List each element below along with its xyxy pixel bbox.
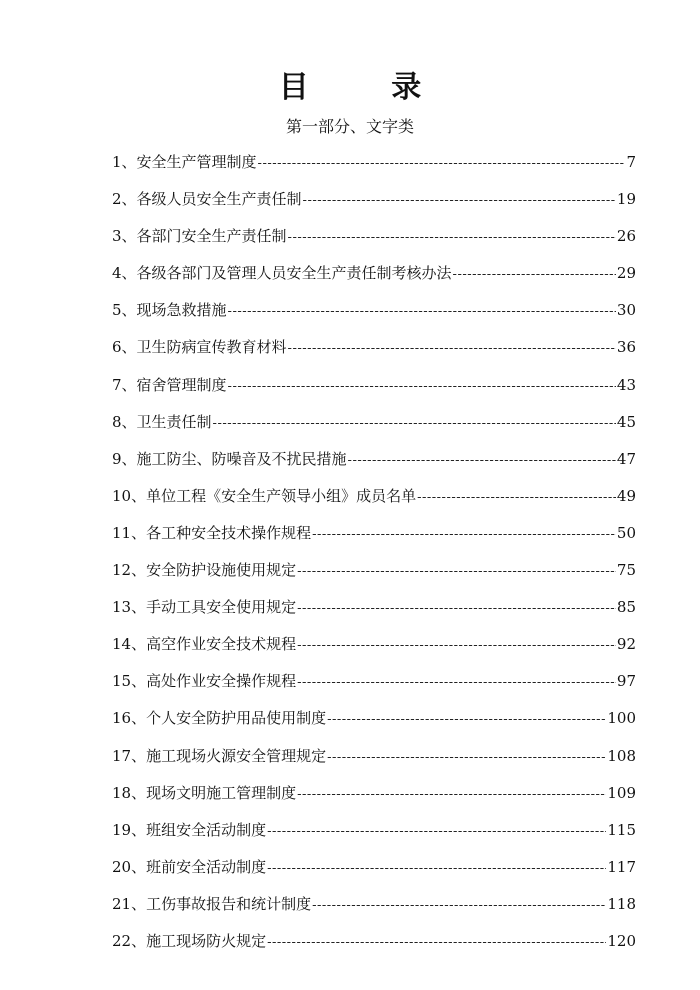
- toc-entry-page: 49: [616, 486, 636, 505]
- toc-entry[interactable]: [112, 556, 636, 593]
- toc-leader: [288, 335, 616, 363]
- toc-entry-page: 43: [616, 375, 636, 394]
- toc-leader: [327, 706, 606, 734]
- toc-leader: [267, 855, 606, 883]
- toc-entry[interactable]: [112, 408, 636, 445]
- toc-entry[interactable]: [112, 185, 636, 222]
- toc-leader: [453, 261, 616, 289]
- toc-leader: [228, 373, 616, 401]
- toc-entry-label: 5、现场急救措施: [112, 301, 227, 320]
- toc-entry-page: 100: [607, 709, 636, 728]
- toc-leader: [417, 484, 616, 512]
- toc-entry[interactable]: [112, 630, 636, 667]
- toc-entry[interactable]: [112, 667, 636, 704]
- toc-entry-page: 109: [607, 783, 636, 802]
- toc-entry-page: 108: [607, 746, 636, 765]
- toc-entry[interactable]: [112, 704, 636, 741]
- toc-entry-page: 19: [616, 190, 636, 209]
- toc-entry-label: 6、卫生防病宣传教育材料: [112, 338, 287, 357]
- toc-entry-page: 7: [626, 153, 636, 171]
- toc-entry-page: 50: [616, 523, 636, 542]
- toc-entry-page: 36: [616, 338, 636, 357]
- toc-entry-page: 85: [616, 598, 636, 617]
- toc-entry-label: 14、高空作业安全技术规程: [112, 635, 297, 654]
- toc-entry-page: 47: [616, 449, 636, 468]
- toc-entry-label: 22、施工现场防火规定: [112, 931, 267, 950]
- toc-entry-page: 92: [616, 635, 636, 654]
- toc-leader: [267, 929, 606, 957]
- toc-leader: [267, 818, 606, 846]
- toc-entry[interactable]: [112, 482, 636, 519]
- toc-entry[interactable]: [112, 742, 636, 779]
- page-title: 目 录: [278, 70, 458, 105]
- toc-entry-page: 30: [616, 301, 636, 320]
- toc-entry-page: 115: [607, 820, 636, 839]
- toc-entry[interactable]: [112, 593, 636, 630]
- toc-entry-label: 11、各工种安全技术操作规程: [112, 523, 312, 542]
- toc-leader: [288, 224, 616, 252]
- toc-leader: [303, 187, 616, 215]
- toc-entry[interactable]: [112, 259, 636, 296]
- toc-leader: [327, 744, 606, 772]
- toc-entry-label: 17、施工现场火源安全管理规定: [112, 746, 327, 765]
- toc-entry-label: 19、班组安全活动制度: [112, 820, 267, 839]
- toc-entry[interactable]: [112, 816, 636, 853]
- toc-entry-page: 26: [616, 227, 636, 246]
- toc-entry[interactable]: [112, 371, 636, 408]
- toc-entry-label: 18、现场文明施工管理制度: [112, 783, 297, 802]
- toc-entry[interactable]: [112, 333, 636, 370]
- toc-entry-page: 45: [616, 412, 636, 431]
- toc-entry[interactable]: [112, 148, 636, 185]
- toc-entry-label: 7、宿舍管理制度: [112, 375, 227, 394]
- toc-entry-label: 15、高处作业安全操作规程: [112, 672, 297, 691]
- toc-entry-page: 97: [616, 672, 636, 691]
- toc-entry[interactable]: [112, 296, 636, 333]
- toc-entry-label: 9、施工防尘、防噪音及不扰民措施: [112, 449, 347, 468]
- toc-entry-label: 16、个人安全防护用品使用制度: [112, 709, 327, 728]
- toc-entry[interactable]: [112, 853, 636, 890]
- toc-leader: [297, 781, 606, 809]
- toc-entry-page: 118: [607, 894, 636, 913]
- toc-leader: [297, 669, 616, 697]
- toc-leader: [297, 632, 616, 660]
- toc-entry[interactable]: [112, 222, 636, 259]
- toc-entry-page: 29: [616, 264, 636, 283]
- toc-entry-label: 21、工伤事故报告和统计制度: [112, 894, 312, 913]
- toc-entry-label: 12、安全防护设施使用规定: [112, 561, 297, 580]
- toc-entry[interactable]: [112, 779, 636, 816]
- toc-leader: [312, 892, 606, 920]
- toc-entry-label: 20、班前安全活动制度: [112, 857, 267, 876]
- toc-entry-page: 117: [607, 857, 636, 876]
- toc-entry-page: 75: [616, 561, 636, 580]
- toc-entry[interactable]: [112, 927, 636, 964]
- toc-leader: [348, 447, 616, 475]
- toc-entry-label: 13、手动工具安全使用规定: [112, 598, 297, 617]
- toc-leader: [312, 521, 616, 549]
- toc-entry-page: 120: [607, 931, 636, 950]
- toc-entry-label: 3、各部门安全生产责任制: [112, 227, 287, 246]
- toc-entry-label: 10、单位工程《安全生产领导小组》成员名单: [112, 486, 417, 505]
- toc-entry-label: 4、各级各部门及管理人员安全生产责任制考核办法: [112, 264, 452, 283]
- toc-entry-label: 1、安全生产管理制度: [112, 153, 257, 171]
- toc-entry[interactable]: [112, 519, 636, 556]
- toc-entry[interactable]: [112, 445, 636, 482]
- table-of-contents: [112, 148, 636, 964]
- toc-entry-label: 8、卫生责任制: [112, 412, 212, 431]
- toc-entry[interactable]: [112, 890, 636, 927]
- toc-leader: [228, 298, 616, 326]
- toc-leader: [258, 150, 626, 178]
- toc-leader: [213, 410, 616, 438]
- toc-leader: [297, 558, 616, 586]
- toc-entry-label: 2、各级人员安全生产责任制: [112, 190, 302, 209]
- toc-leader: [297, 595, 616, 623]
- section-subtitle: 第一部分、文字类: [285, 117, 414, 136]
